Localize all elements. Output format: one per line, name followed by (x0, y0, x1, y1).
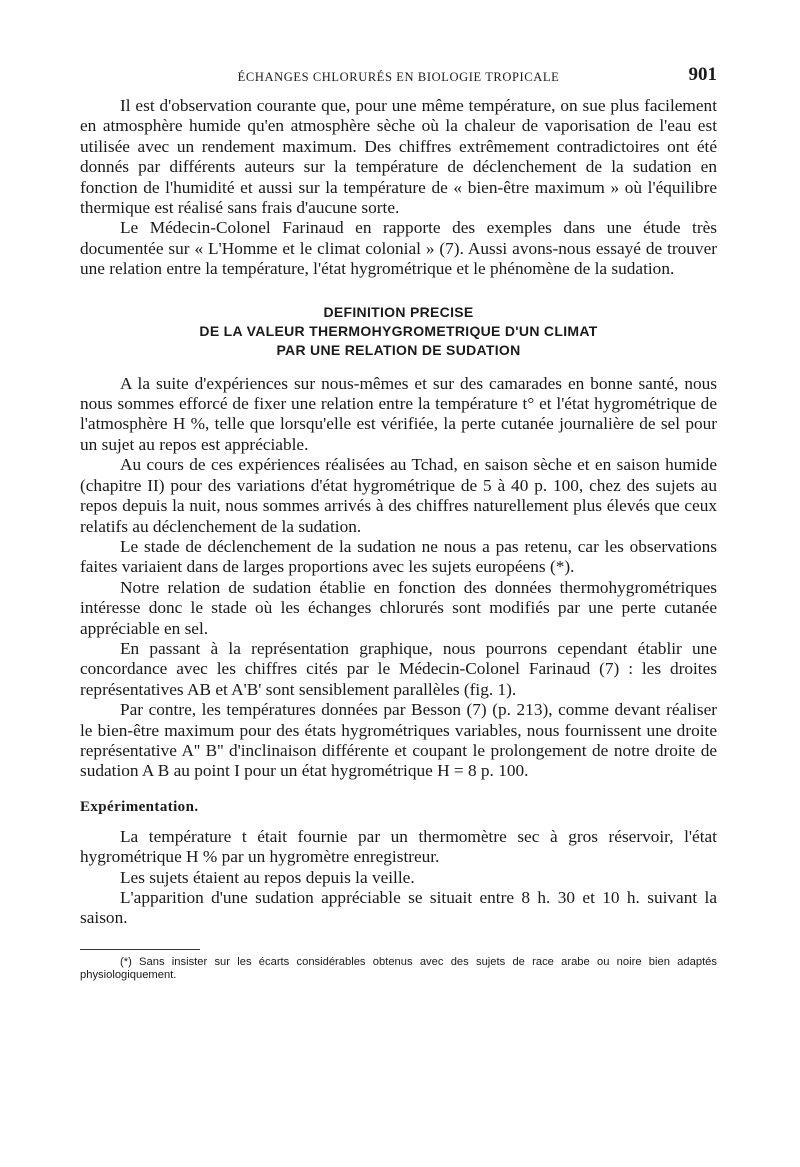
paragraph: En passant à la représentation graphique, nous pourrons cependant établir une concordance avec les chiffres cités par le Médecin-Colonel Farinaud (7) : les droites représentatives AB et A'B' sont sensiblement parallèles (fig. 1). (80, 638, 717, 699)
section-heading-line: DEFINITION PRECISE (323, 303, 474, 320)
page (80, 62, 717, 1152)
paragraph: La température t était fournie par un thermomètre sec à gros réservoir, l'état hygrométrique H % par un hygromètre enregistreur. (80, 826, 717, 867)
paragraph: Le Médecin-Colonel Farinaud en rapporte des exemples dans une étude très documentée sur « L'Homme et le climat colonial » (7). Aussi avons-nous essayé de trouver une relation entre la température, l'état hygrométrique et le phénomène de la sudation. (80, 218, 717, 279)
subheading: Expérimentation. (80, 798, 199, 815)
paragraph: Le stade de déclenchement de la sudation ne nous a pas retenu, car les observations faites variaient dans de larges proportions avec les sujets européens (*). (80, 536, 717, 577)
running-title: ÉCHANGES CHLORURÉS EN BIOLOGIE TROPICALE (237, 70, 560, 84)
paragraph: L'apparition d'une sudation appréciable se situait entre 8 h. 30 et 10 h. suivant la saison. (80, 888, 717, 928)
section-heading-line: DE LA VALEUR THERMOHYGROMETRIQUE D'UN CLIMAT (199, 322, 598, 339)
paragraph: Au cours de ces expériences réalisées au Tchad, en saison sèche et en saison humide (chapitre II) pour des variations d'état hygrométrique de 5 à 40 p. 100, chez des sujets au repos depuis la nuit, nous sommes arrivés à des chiffres naturellement plus élevés que ceux relatifs au déclenchement de la sudation. (80, 455, 717, 536)
page-number: 901 (688, 64, 717, 85)
footnote: (*) Sans insister sur les écarts considérables obtenus avec des sujets de race arabe ou noire bien adaptés physiologiquement. (80, 955, 717, 981)
section-heading (80, 303, 717, 360)
definition-section (80, 374, 717, 782)
intro-section (80, 96, 717, 280)
paragraph: Les sujets étaient au repos depuis la veille. (120, 867, 415, 887)
running-head (80, 62, 717, 96)
footnote-divider (80, 949, 200, 950)
paragraph: Notre relation de sudation établie en fonction des données thermohygrométriques intéresse donc le stade où les échanges chlorurés sont modifiés par une perte cutanée appréciable en sel. (80, 577, 717, 638)
paragraph: A la suite d'expériences sur nous-mêmes et sur des camarades en bonne santé, nous nous sommes efforcé de fixer une relation entre la température t° et l'état hygrométrique de l'atmosphère H %, telle que lorsqu'elle est vérifiée, la perte cutanée journalière de sel pour un sujet au repos est appréciable. (80, 373, 717, 454)
paragraph: Par contre, les températures données par Besson (7) (p. 213), comme devant réaliser le bien-être maximum pour des états hygrométriques variables, nous fournissent une droite représentative A'' B'' d'inclinaison différente et coupant le prolongement de notre droite de sudation A B au point I pour un état hygrométrique H = 8 p. 100. (80, 700, 717, 781)
section-heading-line: PAR UNE RELATION DE SUDATION (276, 341, 521, 358)
experiment-section (80, 827, 717, 929)
paragraph: Il est d'observation courante que, pour une même température, on sue plus facilement en atmosphère humide qu'en atmosphère sèche où la chaleur de vaporisation de l'eau est utilisée avec un rendement maximum. Des chiffres extrêmement contradictoires ont été donnés par différents auteurs sur la température de déclenchement de la sudation en fonction de l'humidité et aussi sur la température de « bien-être maximum » où l'équilibre thermique est réalisé sans frais d'aucune sorte. (80, 96, 717, 218)
